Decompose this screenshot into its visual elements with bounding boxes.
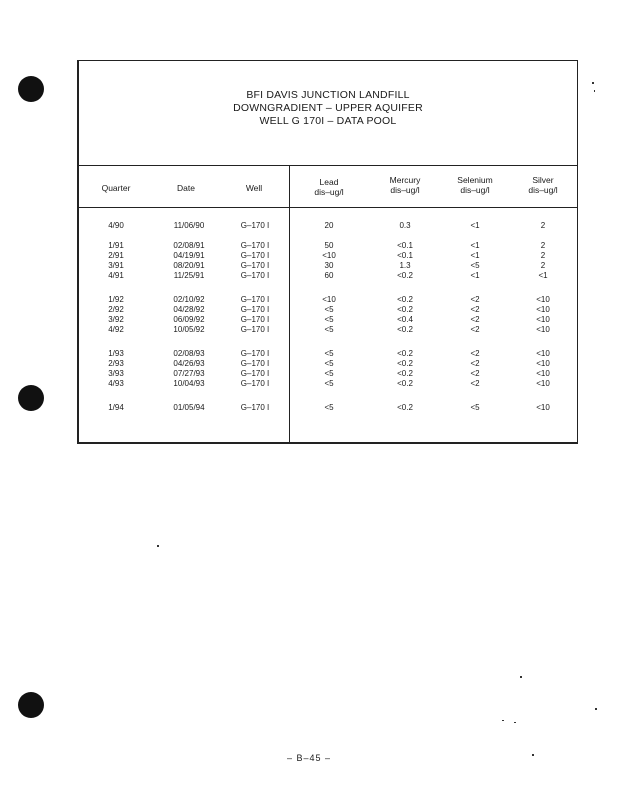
header-selenium bbox=[447, 175, 503, 195]
cell-mercury: <0.1 bbox=[397, 241, 413, 250]
cell-quarter: 3/91 bbox=[108, 261, 124, 270]
binder-hole-middle bbox=[18, 385, 44, 411]
cell-selenium: <2 bbox=[470, 379, 480, 388]
cell-well: G–170 I bbox=[240, 379, 270, 388]
table-row bbox=[79, 251, 577, 261]
cell-date: 04/28/92 bbox=[173, 305, 205, 314]
table-row bbox=[79, 261, 577, 271]
cell-well: G–170 I bbox=[240, 221, 270, 230]
cell-mercury: <0.2 bbox=[397, 349, 413, 358]
cell-silver: 2 bbox=[540, 221, 546, 230]
cell-well: G–170 I bbox=[240, 251, 270, 260]
scan-speck bbox=[594, 90, 595, 92]
cell-lead: 60 bbox=[324, 271, 334, 280]
cell-well: G–170 I bbox=[240, 349, 270, 358]
cell-quarter: 4/91 bbox=[108, 271, 124, 280]
title-line-2: DOWNGRADIENT – UPPER AQUIFER bbox=[233, 102, 423, 114]
binder-hole-top bbox=[18, 76, 44, 102]
cell-mercury: <0.2 bbox=[397, 325, 413, 334]
cell-well: G–170 I bbox=[240, 315, 270, 324]
scan-speck bbox=[592, 82, 594, 84]
scan-speck bbox=[595, 708, 597, 710]
cell-date: 10/05/92 bbox=[173, 325, 205, 334]
column-header-row bbox=[79, 165, 577, 207]
cell-mercury: 1.3 bbox=[399, 261, 411, 270]
cell-silver: <10 bbox=[536, 305, 550, 314]
cell-quarter: 1/92 bbox=[108, 295, 124, 304]
table-row bbox=[79, 221, 577, 231]
cell-silver: <10 bbox=[536, 315, 550, 324]
cell-quarter: 4/93 bbox=[108, 379, 124, 388]
cell-mercury: <0.2 bbox=[397, 369, 413, 378]
cell-silver: <10 bbox=[536, 369, 550, 378]
header-silver-name: Silver bbox=[532, 175, 554, 185]
header-mercury bbox=[377, 175, 433, 195]
cell-well: G–170 I bbox=[240, 261, 270, 270]
cell-date: 11/06/90 bbox=[173, 221, 205, 230]
table-row bbox=[79, 305, 577, 315]
header-silver bbox=[515, 175, 571, 195]
cell-date: 04/26/93 bbox=[173, 359, 205, 368]
cell-well: G–170 I bbox=[240, 325, 270, 334]
cell-quarter: 4/90 bbox=[108, 221, 124, 230]
header-lead-unit: dis–ug/l bbox=[314, 187, 344, 197]
cell-quarter: 1/94 bbox=[108, 403, 124, 412]
cell-lead: <5 bbox=[324, 359, 334, 368]
header-rule bbox=[79, 207, 577, 208]
cell-quarter: 1/93 bbox=[108, 349, 124, 358]
cell-mercury: <0.2 bbox=[397, 295, 413, 304]
cell-date: 07/27/93 bbox=[173, 369, 205, 378]
cell-lead: <5 bbox=[324, 379, 334, 388]
cell-date: 01/05/94 bbox=[173, 403, 205, 412]
cell-lead: 30 bbox=[324, 261, 334, 270]
cell-selenium: <1 bbox=[470, 271, 480, 280]
cell-mercury: <0.2 bbox=[397, 403, 413, 412]
scan-speck bbox=[157, 545, 159, 547]
cell-well: G–170 I bbox=[240, 305, 270, 314]
cell-lead: <5 bbox=[324, 349, 334, 358]
cell-quarter: 2/92 bbox=[108, 305, 124, 314]
cell-selenium: <2 bbox=[470, 315, 480, 324]
cell-quarter: 3/93 bbox=[108, 369, 124, 378]
table-row bbox=[79, 295, 577, 305]
cell-selenium: <2 bbox=[470, 359, 480, 368]
table-row bbox=[79, 271, 577, 281]
cell-mercury: <0.4 bbox=[397, 315, 413, 324]
cell-date: 06/09/92 bbox=[173, 315, 205, 324]
table-row bbox=[79, 379, 577, 389]
cell-quarter: 4/92 bbox=[108, 325, 124, 334]
header-lead bbox=[301, 177, 357, 197]
cell-lead: <5 bbox=[324, 403, 334, 412]
cell-silver: <1 bbox=[538, 271, 548, 280]
cell-date: 02/08/91 bbox=[173, 241, 205, 250]
cell-quarter: 3/92 bbox=[108, 315, 124, 324]
cell-silver: 2 bbox=[540, 241, 546, 250]
cell-selenium: <2 bbox=[470, 305, 480, 314]
table-row bbox=[79, 403, 577, 413]
cell-quarter: 2/93 bbox=[108, 359, 124, 368]
cell-selenium: <1 bbox=[470, 251, 480, 260]
header-date: Date bbox=[177, 183, 195, 193]
cell-well: G–170 I bbox=[240, 359, 270, 368]
scan-speck bbox=[520, 676, 522, 678]
cell-date: 02/08/93 bbox=[173, 349, 205, 358]
table-row bbox=[79, 315, 577, 325]
scan-speck bbox=[502, 720, 504, 721]
cell-mercury: <0.2 bbox=[397, 305, 413, 314]
cell-selenium: <2 bbox=[470, 369, 480, 378]
cell-lead: <5 bbox=[324, 315, 334, 324]
scan-speck bbox=[514, 722, 516, 723]
title-line-1: BFI DAVIS JUNCTION LANDFILL bbox=[246, 89, 410, 101]
cell-mercury: <0.2 bbox=[397, 379, 413, 388]
cell-well: G–170 I bbox=[240, 403, 270, 412]
cell-mercury: 0.3 bbox=[399, 221, 411, 230]
cell-selenium: <5 bbox=[470, 261, 480, 270]
cell-silver: 2 bbox=[540, 251, 546, 260]
cell-date: 04/19/91 bbox=[173, 251, 205, 260]
cell-quarter: 2/91 bbox=[108, 251, 124, 260]
cell-lead: <5 bbox=[324, 325, 334, 334]
header-mercury-unit: dis–ug/l bbox=[390, 185, 420, 195]
cell-silver: <10 bbox=[536, 349, 550, 358]
cell-lead: <5 bbox=[324, 305, 334, 314]
cell-mercury: <0.2 bbox=[397, 271, 413, 280]
cell-lead: 20 bbox=[324, 221, 334, 230]
cell-lead: <5 bbox=[324, 369, 334, 378]
cell-selenium: <2 bbox=[470, 349, 480, 358]
cell-lead: 50 bbox=[324, 241, 334, 250]
cell-selenium: <1 bbox=[470, 221, 480, 230]
cell-well: G–170 I bbox=[240, 369, 270, 378]
cell-date: 08/20/91 bbox=[173, 261, 205, 270]
cell-mercury: <0.2 bbox=[397, 359, 413, 368]
cell-silver: 2 bbox=[540, 261, 546, 270]
data-table-frame bbox=[77, 60, 578, 444]
cell-silver: <10 bbox=[536, 359, 550, 368]
table-row bbox=[79, 349, 577, 359]
cell-selenium: <1 bbox=[470, 241, 480, 250]
header-well: Well bbox=[245, 183, 263, 193]
cell-mercury: <0.1 bbox=[397, 251, 413, 260]
table-row bbox=[79, 369, 577, 379]
cell-lead: <10 bbox=[322, 295, 336, 304]
cell-silver: <10 bbox=[536, 325, 550, 334]
cell-silver: <10 bbox=[536, 295, 550, 304]
cell-selenium: <2 bbox=[470, 295, 480, 304]
table-row bbox=[79, 241, 577, 251]
header-selenium-name: Selenium bbox=[457, 175, 493, 185]
cell-silver: <10 bbox=[536, 403, 550, 412]
cell-well: G–170 I bbox=[240, 271, 270, 280]
header-silver-unit: dis–ug/l bbox=[528, 185, 558, 195]
cell-date: 11/25/91 bbox=[173, 271, 205, 280]
title-box bbox=[79, 61, 577, 166]
header-mercury-name: Mercury bbox=[389, 175, 421, 185]
header-lead-name: Lead bbox=[319, 177, 339, 187]
cell-date: 02/10/92 bbox=[173, 295, 205, 304]
cell-well: G–170 I bbox=[240, 241, 270, 250]
header-selenium-unit: dis–ug/l bbox=[460, 185, 490, 195]
table-row bbox=[79, 325, 577, 335]
title-line-3: WELL G 170I – DATA POOL bbox=[259, 115, 397, 127]
cell-quarter: 1/91 bbox=[108, 241, 124, 250]
cell-date: 10/04/93 bbox=[173, 379, 205, 388]
table-title bbox=[79, 89, 577, 128]
cell-selenium: <2 bbox=[470, 325, 480, 334]
cell-silver: <10 bbox=[536, 379, 550, 388]
scan-speck bbox=[532, 754, 534, 756]
cell-selenium: <5 bbox=[470, 403, 480, 412]
page-number: – B–45 – bbox=[286, 753, 332, 763]
table-row bbox=[79, 359, 577, 369]
cell-well: G–170 I bbox=[240, 295, 270, 304]
binder-hole-bottom bbox=[18, 692, 44, 718]
header-quarter: Quarter bbox=[101, 183, 131, 193]
cell-lead: <10 bbox=[322, 251, 336, 260]
